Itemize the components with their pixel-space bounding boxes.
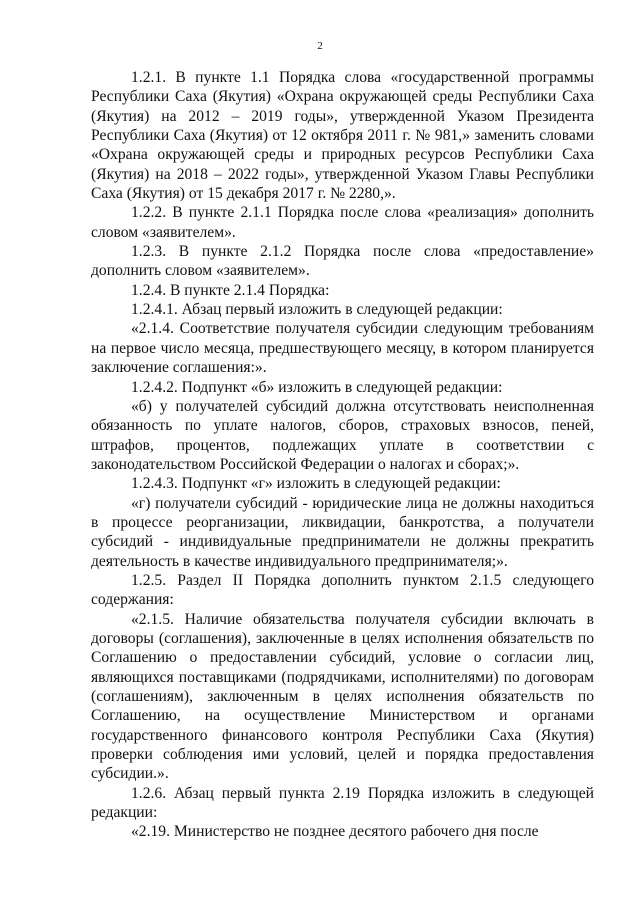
paragraph-1-2-6: 1.2.6. Абзац первый пункта 2.19 Порядка изложить в следующей редакции: <box>91 784 594 822</box>
quoted-subitem-b: «б) у получателей субсидий должна отсутствовать неисполненная обязанность по уплате налогов, сборов, страховых взносов, пеней, штрафов, процентов, подлежащих уплате в соответствии с законодательством Российской Федерации о налогах и сборах;». <box>91 397 594 473</box>
quoted-paragraph-2-1-5: «2.1.5. Наличие обязательства получателя субсидии включать в договоры (соглашения), заключенные в целях исполнения обязательств по Соглашению о предоставлении субсидий, условие о согласии лиц, являющихся поставщиками (подрядчиками, исполнителями) по договорам (соглашениям), заключенным в целях исполнения обязательств по Соглашению, на осуществление Министерством и органами государственного финансового контроля Республики Саха (Якутия) проверки соблюдения ими условий, целей и порядка предоставления субсидии.». <box>91 610 594 783</box>
paragraph-1-2-4: 1.2.4. В пункте 2.1.4 Порядка: <box>131 281 330 299</box>
paragraph-1-2-3: 1.2.3. В пункте 2.1.2 Порядка после слова «предоставление» дополнить словом «заявителем». <box>91 243 594 280</box>
paragraph-1-2-4-2: 1.2.4.2. Подпункт «б» изложить в следующей редакции: <box>131 378 503 396</box>
paragraph-1-2-2: 1.2.2. В пункте 2.1.1 Порядка после слова «реализация» дополнить словом «заявителем». <box>91 204 594 241</box>
paragraph-1-2-1: 1.2.1. В пункте 1.1 Порядка слова «государственной программы Республики Саха (Якутия) «Охрана окружающей среды Республики Саха (Якутия) на 2012 – 2019 годы», утвержденной Указом Президента Республики Саха (Якутия) от 12 октября 2011 г. № 981,» заменить словами «Охрана окружающей среды и природных ресурсов Республики Саха (Якутия) на 2018 – 2022 годы», утвержденной Указом Главы Республики Саха (Якутия) от 15 декабря 2017 г. № 2280,». <box>91 69 594 203</box>
paragraph-1-2-4-1: 1.2.4.1. Абзац первый изложить в следующей редакции: <box>131 301 503 319</box>
quoted-paragraph-2-19: «2.19. Министерство не позднее десятого рабочего дня после <box>131 823 539 841</box>
quoted-subitem-g: «г) получатели субсидий - юридические лица не должны находиться в процессе реорганизации, ликвидации, банкротства, а получатели субсидий - индивидуальные предприниматели не должны прекратить деятельность в качестве индивидуального предпринимателя;». <box>91 494 594 570</box>
paragraph-1-2-5: 1.2.5. Раздел II Порядка дополнить пунктом 2.1.5 следующего содержания: <box>91 571 594 609</box>
paragraph-1-2-4-3: 1.2.4.3. Подпункт «г» изложить в следующей редакции: <box>131 475 501 493</box>
document-body <box>91 68 594 842</box>
quoted-paragraph-2-1-4: «2.1.4. Соответствие получателя субсидии следующим требованиям на первое число месяца, предшествующего месяцу, в котором планируется заключение соглашения:». <box>91 320 594 377</box>
page-number: 2 <box>317 40 323 52</box>
